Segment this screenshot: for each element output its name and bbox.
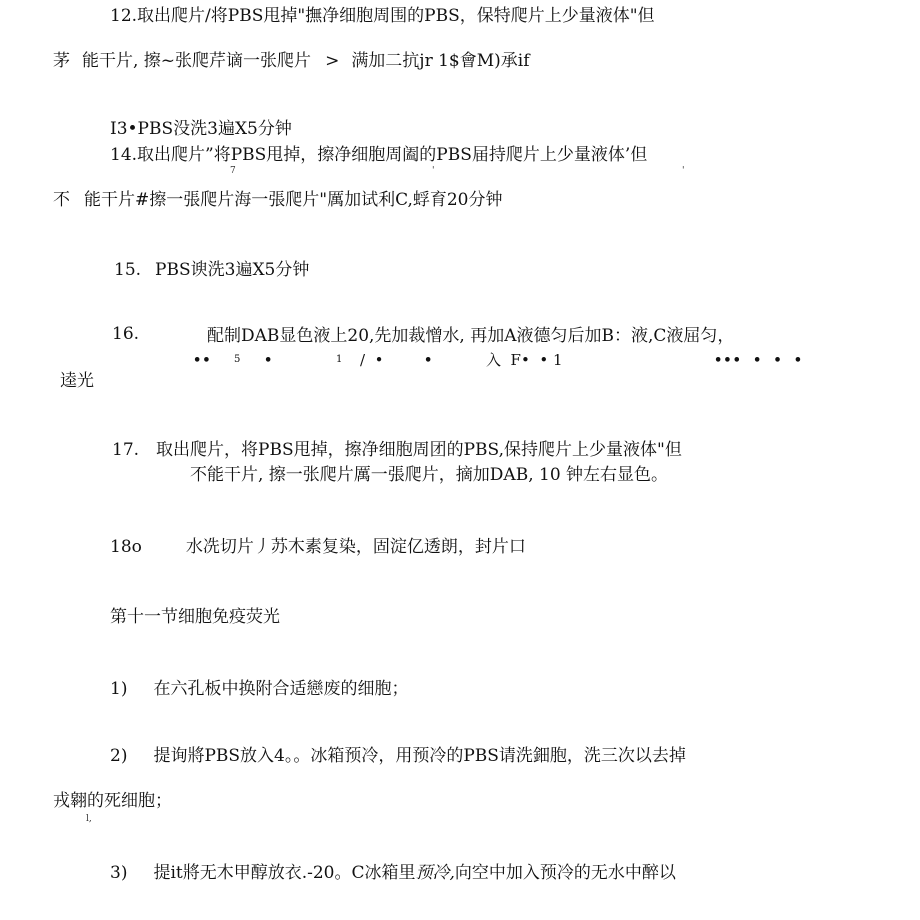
step-16-number: 16. xyxy=(112,324,140,344)
step-13-line: I3•PBS没洗3遍X5分钟 xyxy=(110,119,292,139)
substep-3-line xyxy=(110,863,676,883)
step-17-text: 取出爬片，将PBS甩掉，擦净细胞周团的PBS,保持爬片上少量液体"但 xyxy=(156,440,682,460)
substep-3-text-b: 向空中加入预冷的无水中醉以 xyxy=(454,863,676,883)
speck-mark: 7 xyxy=(230,166,236,176)
substep-2-text: 提询將PBS放入4。。冰箱预冷，用预冷的PBS请洗鈿胞，洗三次以去掉 xyxy=(153,746,686,766)
substep-1-text: 在六孔板中换附合适戀废的细胞； xyxy=(153,679,409,699)
step-16-noise: 1 xyxy=(336,354,343,365)
step-16-text: 配制DAB显色液上20,先加裁憎水, 再加A液德匀后加B：液,C液屈匀， xyxy=(207,326,735,346)
step-16-noise: 入 F• • 1 xyxy=(486,351,563,369)
step-16-noise: • xyxy=(424,353,434,368)
substep-1-line xyxy=(110,679,408,699)
step-14-line-2-start: 不 xyxy=(53,190,70,210)
step-17-number: 17. xyxy=(112,440,140,460)
step-18-number: 18o xyxy=(110,537,142,557)
substep-3-text-a: 提it將无木甲醇放衣.-20。C冰箱里 xyxy=(153,863,416,883)
speck-mark: ' xyxy=(682,166,685,176)
step-15-number: 15. xyxy=(114,260,142,280)
speck-mark: l, xyxy=(86,814,92,824)
step-12-line-1: 12.取出爬片/将PBS甩掉"撫净细胞周围的PBS，保特爬片上少量液体"但 xyxy=(110,6,655,26)
step-16-noise: • xyxy=(264,353,274,368)
step-15-line xyxy=(114,260,309,280)
section-title: 第十一节细胞免疫荧光 xyxy=(110,607,280,627)
step-12-line-2-end: 满加二抗jr 1$會M)承if xyxy=(351,51,530,71)
step-16-noise: 5 xyxy=(234,354,241,365)
step-15-text: PBS谀洗3遍X5分钟 xyxy=(155,260,310,280)
step-12-line-2 xyxy=(53,51,530,71)
substep-2-number: 2) xyxy=(110,746,128,766)
step-14-line-2-text: 能干片#擦一張爬片海一張爬片"厲加试利C,蜉育20分钟 xyxy=(84,190,503,210)
step-16-noise: ••• • • • xyxy=(714,353,804,368)
step-12-arrow: > xyxy=(325,51,340,71)
substep-2-line-1 xyxy=(110,746,686,766)
step-16-tail: 逵光 xyxy=(60,371,94,391)
step-12-line-2-text: 能干片, 擦~张爬芹谪一张爬片 xyxy=(82,51,312,71)
substep-2-line-2: 戎翱的死细胞； xyxy=(53,791,172,811)
step-18-text: 水冼切片丿苏木素复染，固淀亿透朗，封片口 xyxy=(185,537,526,557)
step-17-line-2: 不能干片, 擦一张爬片厲一張爬片，摘加DAB, 10 钟左右显色。 xyxy=(190,465,669,485)
speck-mark: ' xyxy=(432,166,435,176)
substep-3-number: 3) xyxy=(110,863,128,883)
step-16-noise: •• xyxy=(193,353,212,368)
step-18-line xyxy=(110,537,526,557)
step-17-line-1 xyxy=(112,440,682,460)
substep-1-number: 1) xyxy=(110,679,128,699)
substep-3-text-italic: 预冷, xyxy=(415,863,455,883)
step-14-line-2 xyxy=(53,190,503,210)
step-14-line-1: 14.取出爬片”将PBS甩掉，擦净细胞周阖的PBS届持爬片上少量液体’但 xyxy=(110,145,648,165)
step-16-noise: / • xyxy=(360,351,384,369)
step-12-line-2-start: 茅 xyxy=(53,51,70,71)
